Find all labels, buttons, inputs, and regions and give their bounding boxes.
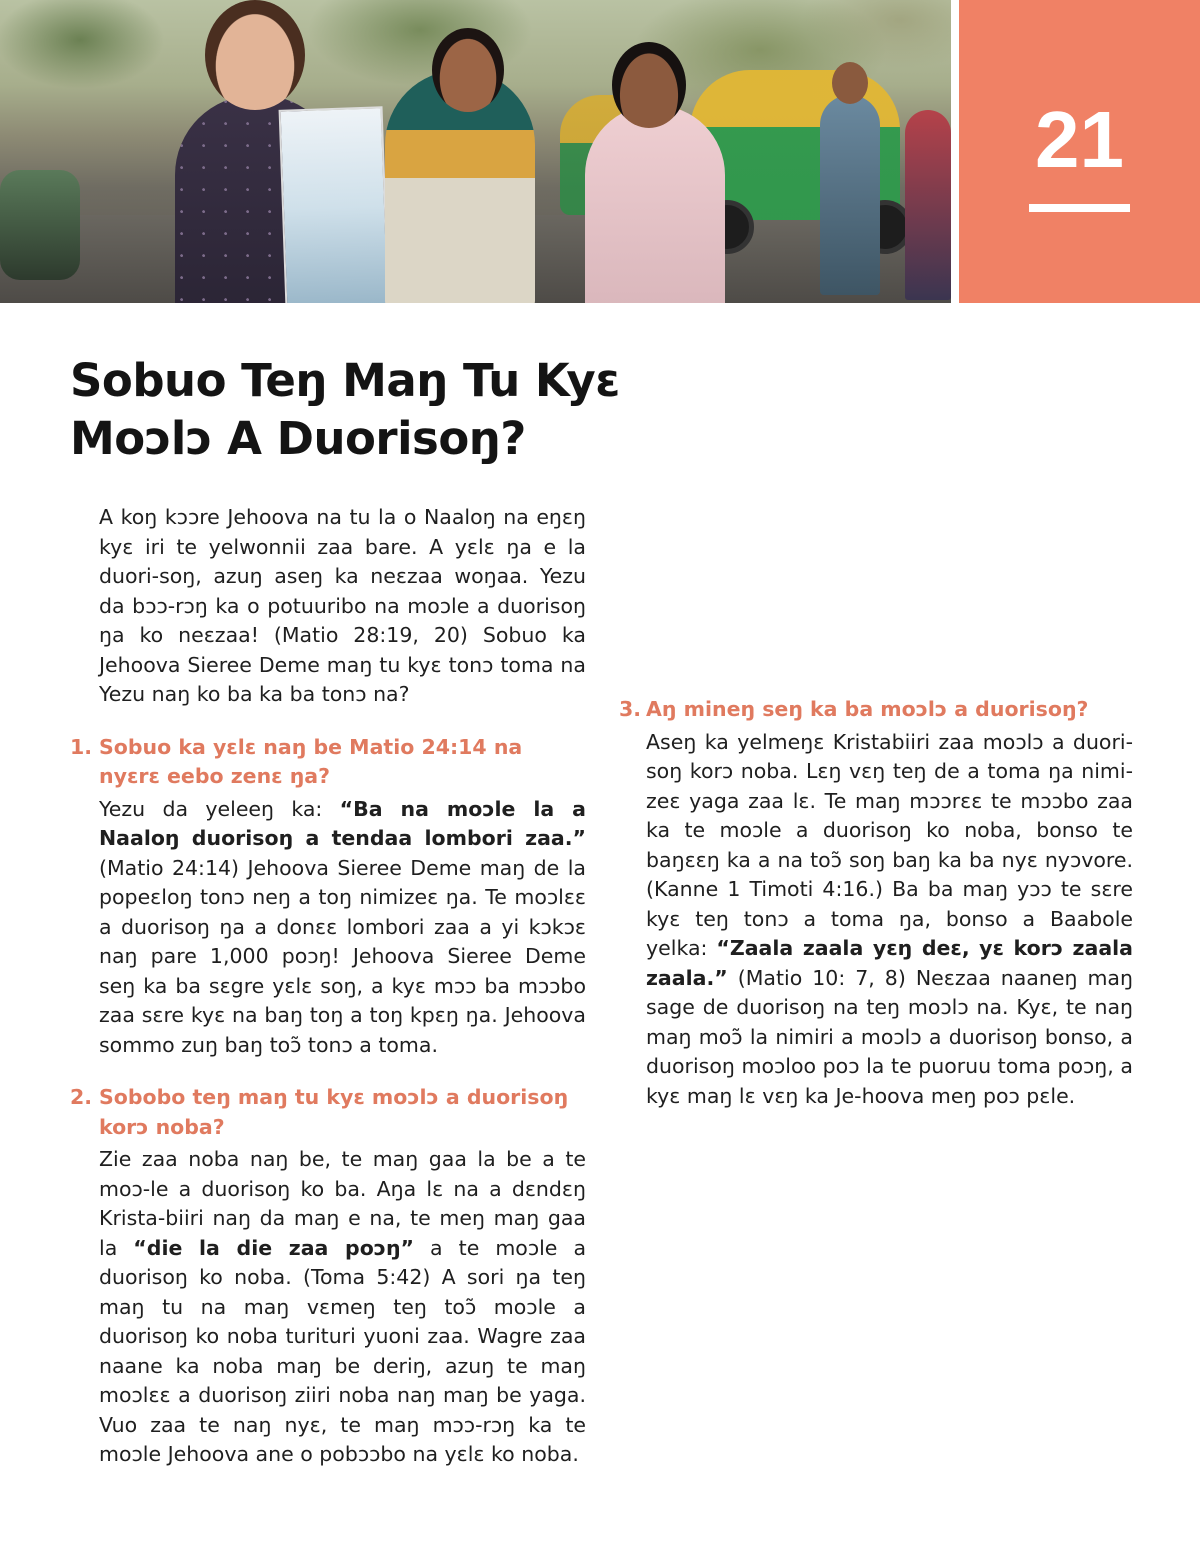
literature-display xyxy=(279,106,390,303)
answer-paragraph-2 xyxy=(70,1145,586,1470)
question-text: Sobobo teŋ maŋ tu kyɛ moɔlɔ a duorisoŋ korɔ noba? xyxy=(99,1085,569,1139)
woman-center-head xyxy=(432,28,504,112)
answer-text: (Matio 24:14) Jehoova Sieree Deme maŋ de la popeɛloŋ tonɔ neŋ a toŋ nimizeɛ ŋa. Te moɔlɛɛ a duorisoŋ ŋa a donɛɛ lombori zaa a yi kɔkɔɛ naŋ pare 1,000 poɔŋ! Jehoova Sieree Deme seŋ ka ba sɛgre yɛlɛ soŋ, a kyɛ mɔɔ ba mɔɔbo zaa sɛre kyɛ na baŋ toŋ a toŋ kpɛŋ ŋa. Jehoova sommo zuŋ baŋ toɔ̃ tonɔ a toma. xyxy=(99,855,586,1057)
question-heading-3 xyxy=(619,695,1133,725)
chapter-underline xyxy=(1029,204,1130,212)
man-right-head xyxy=(612,42,686,128)
right-column xyxy=(619,503,1133,1111)
answer-paragraph-1 xyxy=(70,795,586,1061)
lesson-title-line-1: Sobuo Teŋ Maŋ Tu Kyɛ xyxy=(70,354,620,407)
woman-left-head xyxy=(205,0,305,110)
answer-text: a te moɔle a duorisoŋ ko noba. (Toma 5:42) A sori ŋa teŋ maŋ tu na maŋ vɛmeŋ teŋ toɔ̃ moɔle a duorisoŋ ko noba turituri yuoni zaa. Wagre zaa naane ka noba maŋ be deriŋ, azuŋ te maŋ moɔlɛɛ a duorisoŋ ziiri noba naŋ maŋ be yaga. Vuo zaa te naŋ nyɛ, te maŋ mɔɔ-rɔŋ ka te moɔle Jehoova ane o pobɔɔbo na yɛlɛ ko noba. xyxy=(99,1235,587,1466)
intro-paragraph: A koŋ kɔɔre Jehoova na tu la o Naaloŋ na eŋɛŋ kyɛ iri te yelwonnii zaa bare. A yɛlɛ ŋa e la duori-soŋ, azuŋ aseŋ ka neɛzaa woŋaa. Yezu da bɔɔ-rɔŋ ka o potuuribo na moɔle a duorisoŋ ŋa ko neɛzaa! (Matio 28:19, 20) Sobuo ka Jehoova Sieree Deme maŋ tu kyɛ tonɔ toma na Yezu naŋ ko ba ka ba tonɔ na? xyxy=(99,505,586,706)
answer-text: Yezu da yeleeŋ ka: xyxy=(99,796,340,821)
question-heading-1 xyxy=(70,733,586,792)
answer-text: Aseŋ ka yelmeŋɛ Kristabiiri zaa moɔlɔ a duori-soŋ korɔ noba. Lɛŋ vɛŋ teŋ de a toma ŋa nimi-zeɛ yaga zaa lɛ. Te maŋ mɔɔrɛɛ te mɔɔbo zaa ka te moɔle a duorisoŋ ko noba, bonso te baŋɛɛŋ ka a na toɔ̃ soŋ baŋ ka ba nyɛ nyɔvore. (Kanne 1 Timoti 4:16.) Ba ba maŋ yɔɔ te sɛre kyɛ teŋ tonɔ a toma ŋa, bonso a Baabole yelka: xyxy=(646,729,1133,960)
passerby xyxy=(820,95,880,295)
hero-photo xyxy=(0,0,951,303)
man-right xyxy=(585,105,725,303)
chapter-badge xyxy=(959,0,1200,303)
scripture-quote: “die la die zaa poɔŋ” xyxy=(133,1235,415,1260)
lesson-title-line-2: Moɔlɔ A Duorisoŋ? xyxy=(70,412,526,465)
answer-paragraph-3 xyxy=(619,728,1133,1112)
passerby xyxy=(905,110,951,300)
answer-text: Zie zaa noba naŋ be, te maŋ gaa la be a te moɔ-le a duorisoŋ ko ba. Aŋa lɛ na a dɛndɛŋ Krista-biiri naŋ da maŋ e na, te meŋ maŋ gaa la xyxy=(99,1147,586,1260)
left-column xyxy=(70,503,586,1470)
question-number: 2. xyxy=(70,1085,93,1109)
question-text: Sobuo ka yɛlɛ naŋ be Matio 24:14 na nyɛrɛ eebo zenɛ ŋa? xyxy=(99,734,523,788)
question-number: 3. xyxy=(619,697,642,721)
question-heading-2 xyxy=(70,1083,586,1142)
question-number: 1. xyxy=(70,734,93,759)
scripture-quote: “Ba na moɔle la a Naaloŋ duorisoŋ a tendaa lombori zaa.” xyxy=(99,796,586,850)
scripture-quote: “Zaala zaala yɛŋ deɛ, yɛ korɔ zaala zaala.” xyxy=(646,936,1134,990)
passerby-head xyxy=(832,62,868,104)
answer-text: (Matio 10: 7, 8) Neɛzaa naaneŋ maŋ sage de duorisoŋ na teŋ moɔlɔ na. Kyɛ, te naŋ maŋ moɔ̃ la nimiri a moɔlɔ a duorisoŋ bonso, a duorisoŋ moɔloo poɔ la te puoruu toma poɔŋ, a kyɛ maŋ lɛ vɛŋ ka Je-hoova meŋ poɔ pɛle. xyxy=(646,965,1133,1108)
lesson-title xyxy=(70,352,770,468)
chapter-number: 21 xyxy=(1035,95,1124,184)
motorbike xyxy=(0,170,80,280)
question-text: Aŋ mineŋ seŋ ka ba moɔlɔ a duorisoŋ? xyxy=(646,697,1089,721)
